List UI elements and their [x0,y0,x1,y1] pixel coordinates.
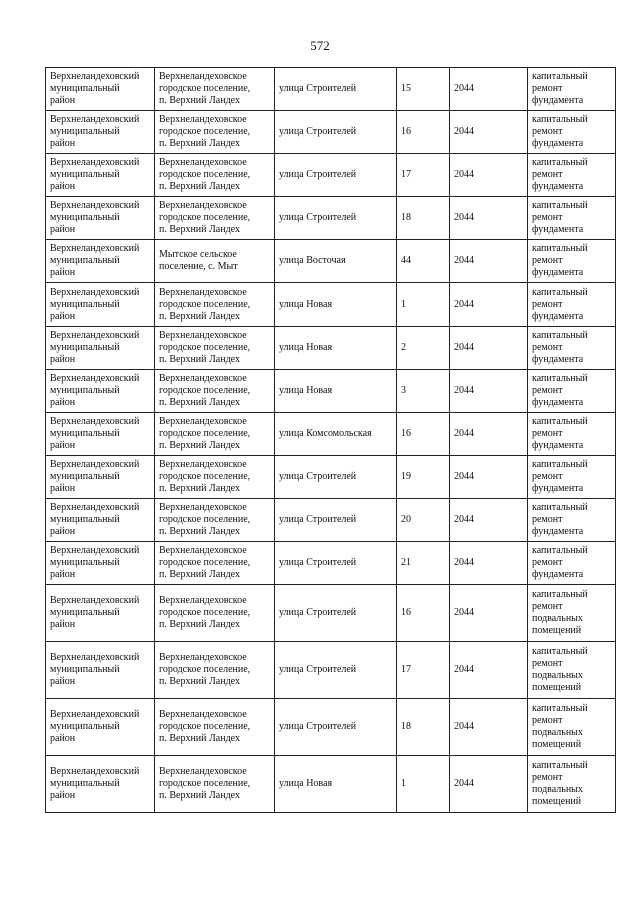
street-cell: улица Строителей [275,498,397,541]
page-number: 572 [310,38,330,53]
street-cell: улица Строителей [275,111,397,154]
district-cell-line: муниципальный [50,778,120,790]
work-type-cell-line: капитальный [532,329,588,341]
street-cell: улица Строителей [275,699,397,756]
work-type-cell [528,756,616,813]
work-type-cell-line: ремонт [532,169,563,181]
house-number-cell: 16 [397,412,450,455]
settlement-cell-line: Верхнеландеховское [159,157,247,169]
district-cell-line: район [50,95,76,107]
work-type-cell [528,197,616,240]
house-number-cell: 16 [397,585,450,642]
district-cell-line: район [50,482,76,494]
work-type-cell-line: фундамента [532,310,584,322]
settlement-cell-line: Верхнеландеховское [159,200,247,212]
settlement-cell-line: городское поселение, [159,341,251,353]
district-cell [46,240,155,283]
table-row [46,68,616,111]
settlement-cell-line: Верхнеландеховское [159,329,247,341]
work-type-cell-line: ремонт [532,255,563,267]
work-type-cell-line: ремонт [532,126,563,138]
work-type-cell-line: ремонт [532,557,563,569]
settlement-cell-line: Верхнеландеховское [159,286,247,298]
work-type-cell-line: ремонт [532,298,563,310]
district-cell-line: Верхнеландеховский [50,501,140,513]
year-cell: 2044 [450,455,528,498]
settlement-cell-line: Верхнеландеховское [159,114,247,126]
work-type-cell-line: подвальных [532,670,583,682]
settlement-cell-line: городское поселение, [159,607,251,619]
settlement-cell-line: Верхнеландеховское [159,545,247,557]
settlement-cell-line: п. Верхний Ландех [159,619,240,631]
settlement-cell-line: городское поселение, [159,664,251,676]
work-type-cell-line: фундамента [532,224,584,236]
settlement-cell [155,642,275,699]
table-row [46,756,616,813]
work-type-cell-line: ремонт [532,601,563,613]
year-cell: 2044 [450,369,528,412]
district-cell-line: муниципальный [50,212,120,224]
house-number-cell: 20 [397,498,450,541]
settlement-cell-line: городское поселение, [159,427,251,439]
settlement-cell [155,68,275,111]
district-cell-line: муниципальный [50,298,120,310]
district-cell-line: муниципальный [50,664,120,676]
table-row [46,585,616,642]
settlement-cell-line: городское поселение, [159,126,251,138]
house-number-cell: 2 [397,326,450,369]
year-cell: 2044 [450,412,528,455]
district-cell [46,585,155,642]
table-row [46,154,616,197]
settlement-cell-line: п. Верхний Ландех [159,790,240,802]
house-number-cell: 18 [397,699,450,756]
district-cell [46,542,155,585]
settlement-cell-line: городское поселение, [159,721,251,733]
work-type-cell [528,369,616,412]
district-cell-line: муниципальный [50,470,120,482]
settlement-cell-line: п. Верхний Ландех [159,95,240,107]
work-type-cell-line: капитальный [532,114,588,126]
work-type-cell-line: фундамента [532,525,584,537]
settlement-cell-line: п. Верхний Ландех [159,525,240,537]
settlement-cell-line: п. Верхний Ландех [159,138,240,150]
district-cell-line: район [50,733,76,745]
work-type-cell [528,455,616,498]
year-cell: 2044 [450,240,528,283]
work-type-cell [528,240,616,283]
street-cell: улица Новая [275,756,397,813]
district-cell-line: район [50,439,76,451]
district-cell [46,326,155,369]
settlement-cell [155,756,275,813]
work-type-cell-line: капитальный [532,545,588,557]
settlement-cell [155,154,275,197]
table-row [46,326,616,369]
settlement-cell [155,240,275,283]
settlement-cell-line: Верхнеландеховское [159,372,247,384]
house-number-cell: 17 [397,154,450,197]
district-cell [46,642,155,699]
district-cell-line: Верхнеландеховский [50,372,140,384]
district-cell-line: район [50,569,76,581]
district-cell-line: муниципальный [50,83,120,95]
settlement-cell [155,455,275,498]
house-number-cell: 15 [397,68,450,111]
district-cell [46,283,155,326]
work-type-cell-line: капитальный [532,760,588,772]
district-cell [46,412,155,455]
house-number-cell: 17 [397,642,450,699]
settlement-cell-line: п. Верхний Ландех [159,396,240,408]
work-type-cell-line: капитальный [532,157,588,169]
year-cell: 2044 [450,498,528,541]
work-type-cell-line: фундамента [532,138,584,150]
house-number-cell: 44 [397,240,450,283]
district-cell [46,369,155,412]
year-cell: 2044 [450,154,528,197]
table-row [46,542,616,585]
street-cell: улица Строителей [275,154,397,197]
work-type-cell-line: капитальный [532,243,588,255]
settlement-cell-line: п. Верхний Ландех [159,676,240,688]
work-type-cell-line: фундамента [532,353,584,365]
street-cell: улица Новая [275,369,397,412]
work-type-cell-line: ремонт [532,658,563,670]
year-cell: 2044 [450,197,528,240]
district-cell-line: район [50,224,76,236]
street-cell: улица Строителей [275,68,397,111]
work-type-cell-line: фундамента [532,267,584,279]
district-cell-line: район [50,181,76,193]
district-cell [46,111,155,154]
work-type-cell [528,585,616,642]
settlement-cell [155,699,275,756]
district-cell [46,455,155,498]
work-type-cell-line: помещений [532,796,582,808]
work-type-cell-line: капитальный [532,458,588,470]
table-row [46,699,616,756]
district-cell-line: муниципальный [50,126,120,138]
settlement-cell-line: Верхнеландеховское [159,595,247,607]
settlement-cell-line: п. Верхний Ландех [159,224,240,236]
district-cell-line: район [50,353,76,365]
settlement-cell-line: городское поселение, [159,513,251,525]
street-cell: улица Комсомольская [275,412,397,455]
year-cell: 2044 [450,642,528,699]
house-number-cell: 3 [397,369,450,412]
work-type-cell-line: помещений [532,682,582,694]
year-cell: 2044 [450,111,528,154]
settlement-cell-line: Верхнеландеховское [159,71,247,83]
settlement-cell-line: п. Верхний Ландех [159,353,240,365]
house-number-cell: 16 [397,111,450,154]
work-type-cell-line: ремонт [532,427,563,439]
district-cell-line: район [50,525,76,537]
house-number-cell: 18 [397,197,450,240]
work-type-cell [528,412,616,455]
settlement-cell-line: городское поселение, [159,298,251,310]
settlement-cell-line: Мытское сельское [159,249,237,261]
district-cell [46,68,155,111]
work-type-cell-line: фундамента [532,439,584,451]
settlement-cell [155,111,275,154]
table-row [46,412,616,455]
street-cell: улица Строителей [275,585,397,642]
settlement-cell-line: городское поселение, [159,212,251,224]
settlement-cell [155,197,275,240]
settlement-cell-line: Верхнеландеховское [159,766,247,778]
table-row [46,197,616,240]
work-type-cell-line: фундамента [532,569,584,581]
street-cell: улица Новая [275,326,397,369]
table-row [46,240,616,283]
work-type-cell [528,111,616,154]
street-cell: улица Строителей [275,197,397,240]
year-cell: 2044 [450,756,528,813]
street-cell: улица Строителей [275,455,397,498]
work-type-cell-line: ремонт [532,772,563,784]
table-row [46,642,616,699]
work-type-cell-line: подвальных [532,613,583,625]
settlement-cell-line: Верхнеландеховское [159,709,247,721]
work-type-cell-line: ремонт [532,715,563,727]
settlement-cell-line: городское поселение, [159,83,251,95]
work-type-cell-line: капитальный [532,200,588,212]
settlement-cell-line: Верхнеландеховское [159,652,247,664]
district-cell-line: муниципальный [50,721,120,733]
district-cell-line: муниципальный [50,341,120,353]
work-type-cell-line: фундамента [532,181,584,193]
work-type-cell-line: фундамента [532,482,584,494]
repair-schedule-table [45,67,616,813]
street-cell: улица Строителей [275,642,397,699]
house-number-cell: 1 [397,756,450,813]
work-type-cell [528,326,616,369]
district-cell-line: район [50,310,76,322]
work-type-cell [528,542,616,585]
settlement-cell [155,369,275,412]
work-type-cell-line: помещений [532,625,582,637]
district-cell-line: Верхнеландеховский [50,243,140,255]
work-type-cell-line: ремонт [532,384,563,396]
district-cell-line: муниципальный [50,255,120,267]
district-cell-line: Верхнеландеховский [50,286,140,298]
work-type-cell-line: капитальный [532,589,588,601]
work-type-cell-line: подвальных [532,784,583,796]
settlement-cell-line: п. Верхний Ландех [159,439,240,451]
house-number-cell: 21 [397,542,450,585]
work-type-cell-line: подвальных [532,727,583,739]
work-type-cell-line: капитальный [532,646,588,658]
table-body [46,68,616,813]
settlement-cell-line: городское поселение, [159,169,251,181]
district-cell-line: Верхнеландеховский [50,458,140,470]
table-row [46,498,616,541]
table-row [46,111,616,154]
settlement-cell [155,542,275,585]
work-type-cell-line: ремонт [532,470,563,482]
street-cell: улица Восточая [275,240,397,283]
settlement-cell [155,283,275,326]
work-type-cell-line: капитальный [532,71,588,83]
settlement-cell-line: Верхнеландеховское [159,415,247,427]
settlement-cell [155,585,275,642]
table-row [46,369,616,412]
work-type-cell-line: капитальный [532,372,588,384]
district-cell-line: район [50,676,76,688]
year-cell: 2044 [450,326,528,369]
table-row [46,455,616,498]
settlement-cell-line: Верхнеландеховское [159,458,247,470]
district-cell-line: Верхнеландеховский [50,766,140,778]
district-cell-line: Верхнеландеховский [50,114,140,126]
settlement-cell-line: городское поселение, [159,470,251,482]
year-cell: 2044 [450,585,528,642]
settlement-cell-line: п. Верхний Ландех [159,310,240,322]
district-cell-line: муниципальный [50,427,120,439]
district-cell-line: муниципальный [50,169,120,181]
settlement-cell-line: Верхнеландеховское [159,501,247,513]
settlement-cell-line: п. Верхний Ландех [159,181,240,193]
district-cell-line: Верхнеландеховский [50,71,140,83]
district-cell-line: Верхнеландеховский [50,545,140,557]
district-cell-line: муниципальный [50,513,120,525]
work-type-cell-line: помещений [532,739,582,751]
settlement-cell-line: п. Верхний Ландех [159,569,240,581]
work-type-cell-line: капитальный [532,286,588,298]
district-cell-line: муниципальный [50,557,120,569]
work-type-cell-line: капитальный [532,415,588,427]
district-cell [46,699,155,756]
year-cell: 2044 [450,283,528,326]
work-type-cell [528,154,616,197]
district-cell-line: Верхнеландеховский [50,652,140,664]
year-cell: 2044 [450,542,528,585]
work-type-cell [528,642,616,699]
table-row [46,283,616,326]
work-type-cell-line: ремонт [532,83,563,95]
settlement-cell-line: городское поселение, [159,557,251,569]
year-cell: 2044 [450,68,528,111]
work-type-cell-line: капитальный [532,703,588,715]
district-cell [46,197,155,240]
district-cell-line: район [50,138,76,150]
district-cell-line: Верхнеландеховский [50,709,140,721]
work-type-cell-line: ремонт [532,212,563,224]
work-type-cell [528,68,616,111]
district-cell-line: район [50,267,76,279]
work-type-cell [528,283,616,326]
district-cell-line: Верхнеландеховский [50,415,140,427]
district-cell-line: район [50,790,76,802]
settlement-cell [155,412,275,455]
district-cell-line: Верхнеландеховский [50,157,140,169]
work-type-cell-line: капитальный [532,501,588,513]
settlement-cell-line: городское поселение, [159,384,251,396]
work-type-cell-line: ремонт [532,341,563,353]
street-cell: улица Новая [275,283,397,326]
settlement-cell-line: п. Верхний Ландех [159,733,240,745]
settlement-cell-line: городское поселение, [159,778,251,790]
district-cell-line: район [50,619,76,631]
settlement-cell-line: п. Верхний Ландех [159,482,240,494]
work-type-cell-line: фундамента [532,396,584,408]
settlement-cell-line: поселение, с. Мыт [159,261,238,273]
year-cell: 2044 [450,699,528,756]
district-cell-line: муниципальный [50,607,120,619]
work-type-cell-line: ремонт [532,513,563,525]
work-type-cell [528,699,616,756]
work-type-cell [528,498,616,541]
house-number-cell: 1 [397,283,450,326]
district-cell-line: Верхнеландеховский [50,595,140,607]
district-cell-line: Верхнеландеховский [50,329,140,341]
district-cell [46,756,155,813]
district-cell-line: Верхнеландеховский [50,200,140,212]
district-cell-line: муниципальный [50,384,120,396]
settlement-cell [155,326,275,369]
district-cell-line: район [50,396,76,408]
house-number-cell: 19 [397,455,450,498]
work-type-cell-line: фундамента [532,95,584,107]
street-cell: улица Строителей [275,542,397,585]
settlement-cell [155,498,275,541]
district-cell [46,498,155,541]
district-cell [46,154,155,197]
